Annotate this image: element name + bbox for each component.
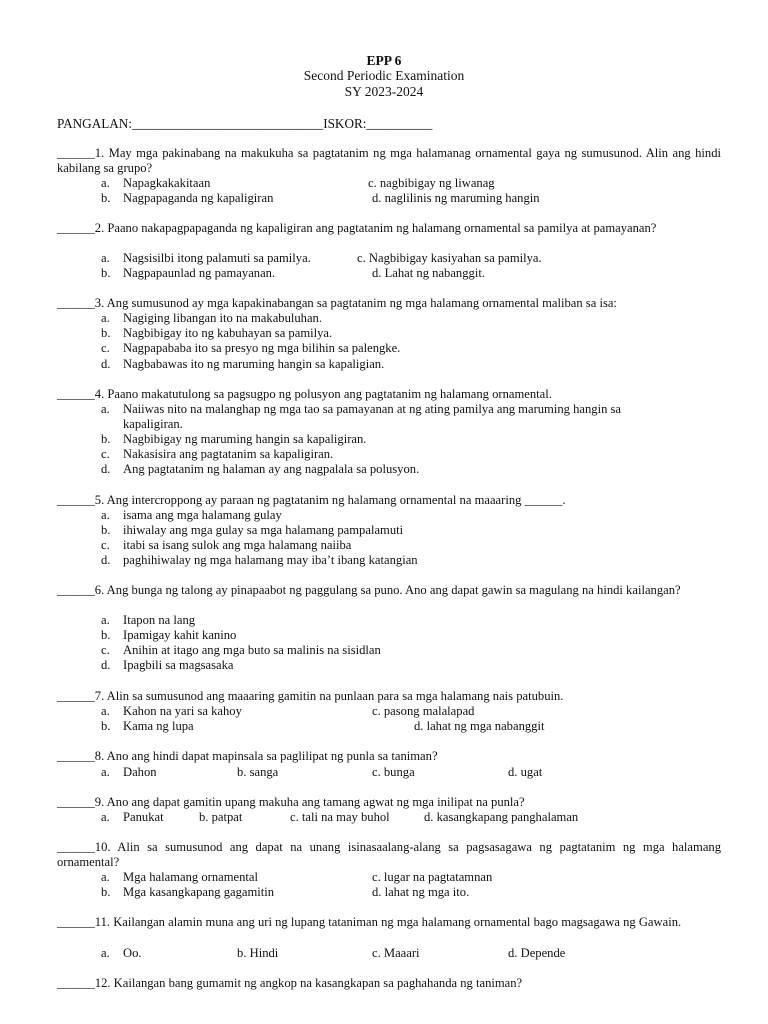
question-stem: ______4. Paano makatutulong sa pagsugpo ng polusyon ang pagtatanim ng halamang ornamental. (57, 387, 552, 401)
option-d: d. Depende (508, 946, 566, 960)
option-b: b. ihiwalay ang mga gulay sa mga halamang pampalamuti (101, 523, 404, 537)
question-stem: ______9. Ano ang dapat gamitin upang makuha ang tamang agwat ng mga inilipat na punla? (57, 795, 525, 809)
question-stem: ______11. Kailangan alamin muna ang uri ng lupang tataniman ng mga halamang ornamental bago magsagawa ng Gawain. (57, 915, 682, 929)
question-stem: ______8. Ano ang hindi dapat mapinsala sa paglilipat ng punla sa taniman? (57, 749, 438, 763)
exam-title: EPP 6 (366, 53, 402, 68)
option-a: a. Itapon na lang (101, 613, 196, 627)
question-7 (57, 689, 721, 704)
option-a: a. Kahon na yari sa kahoy (101, 704, 242, 718)
option-d: d. lahat ng mga ito. (372, 885, 470, 899)
option-c: c. lugar na pagtatamnan (372, 870, 493, 884)
question-2 (57, 221, 721, 236)
question-stem: ______3. Ang sumusunod ay mga kapakinabangan sa pagtatanim ng mga halamang ornamental maliban sa isa: (57, 296, 617, 310)
option-b: b. Kama ng lupa (101, 719, 194, 733)
option-d: d. Ang pagtatanim ng halaman ay ang nagpalala sa polusyon. (101, 462, 420, 476)
question-stem: ______6. Ang bunga ng talong ay pinapaabot ng paggulang sa puno. Ano ang dapat gawin sa magulang na hindi kailangan? (57, 583, 681, 597)
option-a: a. isama ang mga halamang gulay (101, 508, 282, 522)
name-score-line: PANGALAN:_____________________________ISKOR:__________ (57, 116, 433, 131)
question-stem: ______1. May mga pakinabang na makukuha sa pagtatanim ng mga halamanag ornamental gaya ng sumusunod. Alin ang hindi kabilang sa grupo? (57, 146, 721, 176)
question-10 (57, 840, 721, 870)
option-d: d. paghihiwalay ng mga halamang may iba’t ibang katangian (101, 553, 418, 567)
option-c: c. Maaari (372, 946, 420, 960)
option-b: b. sanga (237, 765, 279, 779)
option-d: d. ugat (508, 765, 543, 779)
option-b: b. Ipamigay kahit kanino (101, 628, 237, 642)
option-c: c. pasong malalapad (372, 704, 475, 718)
question-8 (57, 749, 721, 764)
option-d: d. Nagbabawas ito ng maruming hangin sa kapaligian. (101, 357, 385, 371)
question-6 (57, 583, 721, 598)
option-c: c. tali na may buhol (290, 810, 390, 824)
question-3 (57, 296, 721, 311)
option-b: b. Nagpapaganda ng kapaligiran (101, 191, 274, 205)
question-9 (57, 795, 721, 810)
option-c: c. bunga (372, 765, 415, 779)
option-a: a. Nagiging libangan ito na makabuluhan. (101, 311, 323, 325)
option-b: b. Nagpapaunlad ng pamayanan. (101, 266, 276, 280)
question-stem: ______5. Ang intercroppong ay paraan ng pagtatanim ng halamang ornamental na maaaring ______. (57, 493, 566, 507)
option-a: a. Panukat (101, 810, 164, 824)
question-stem: ______10. Alin sa sumusunod ang dapat na unang isinasaalang-alang sa pagsasagawa ng pagtatanim ng mga halamang ornamental? (57, 840, 721, 870)
question-stem: ______7. Alin sa sumusunod ang maaaring gamitin na punlaan para sa mga halamang nais patubuin. (57, 689, 564, 703)
option-a: a. Mga halamang ornamental (101, 870, 258, 884)
question-12 (57, 976, 721, 991)
question-11 (57, 915, 721, 930)
option-a: a. Napagkakakitaan (101, 176, 211, 190)
option-b: b. Nagbibigay ng maruming hangin sa kapaligiran. (101, 432, 367, 446)
option-a: a. Oo. (101, 946, 142, 960)
option-c: c. nagbibigay ng liwanag (368, 176, 495, 190)
question-5 (57, 493, 721, 508)
option-c: c. Anihin at itago ang mga buto sa malinis na sisidlan (101, 643, 381, 657)
option-c: c. Nagbibigay kasiyahan sa pamilya. (357, 251, 542, 265)
option-c: c. Nagpapababa ito sa presyo ng mga bilihin sa palengke. (101, 341, 401, 355)
option-d: d. Lahat ng nabanggit. (372, 266, 485, 280)
option-b: b. Mga kasangkapang gagamitin (101, 885, 275, 899)
option-b: b. Nagbibigay ito ng kabuhayan sa pamilya. (101, 326, 333, 340)
option-b: b. Hindi (237, 946, 279, 960)
option-c: c. itabi sa isang sulok ang mga halamang naiiba (101, 538, 352, 552)
option-b: b. patpat (199, 810, 243, 824)
option-a-continued: kapaligiran. (123, 417, 183, 431)
option-a: a. Naiiwas nito na malanghap ng mga tao sa pamayanan at ng ating pamilya ang maruming hangin sa (101, 402, 622, 416)
question-4 (57, 387, 721, 402)
question-stem: ______2. Paano nakapagpapaganda ng kapaligiran ang pagtatanim ng halamang ornamental sa pamilya at pamayanan? (57, 221, 657, 235)
option-d: d. kasangkapang panghalaman (424, 810, 579, 824)
option-a: a. Dahon (101, 765, 157, 779)
option-d: d. lahat ng mga nabanggit (414, 719, 545, 733)
exam-subtitle: Second Periodic Examination (303, 68, 465, 83)
school-year: SY 2023-2024 (344, 84, 424, 99)
option-a: a. Nagsisilbi itong palamuti sa pamilya. (101, 251, 311, 265)
option-d: d. naglilinis ng maruming hangin (372, 191, 540, 205)
question-1 (57, 146, 721, 176)
option-c: c. Nakasisira ang pagtatanim sa kapaligiran. (101, 447, 334, 461)
question-stem: ______12. Kailangan bang gumamit ng angkop na kasangkapan sa paghahanda ng taniman? (57, 976, 523, 990)
option-d: d. Ipagbili sa magsasaka (101, 658, 234, 672)
